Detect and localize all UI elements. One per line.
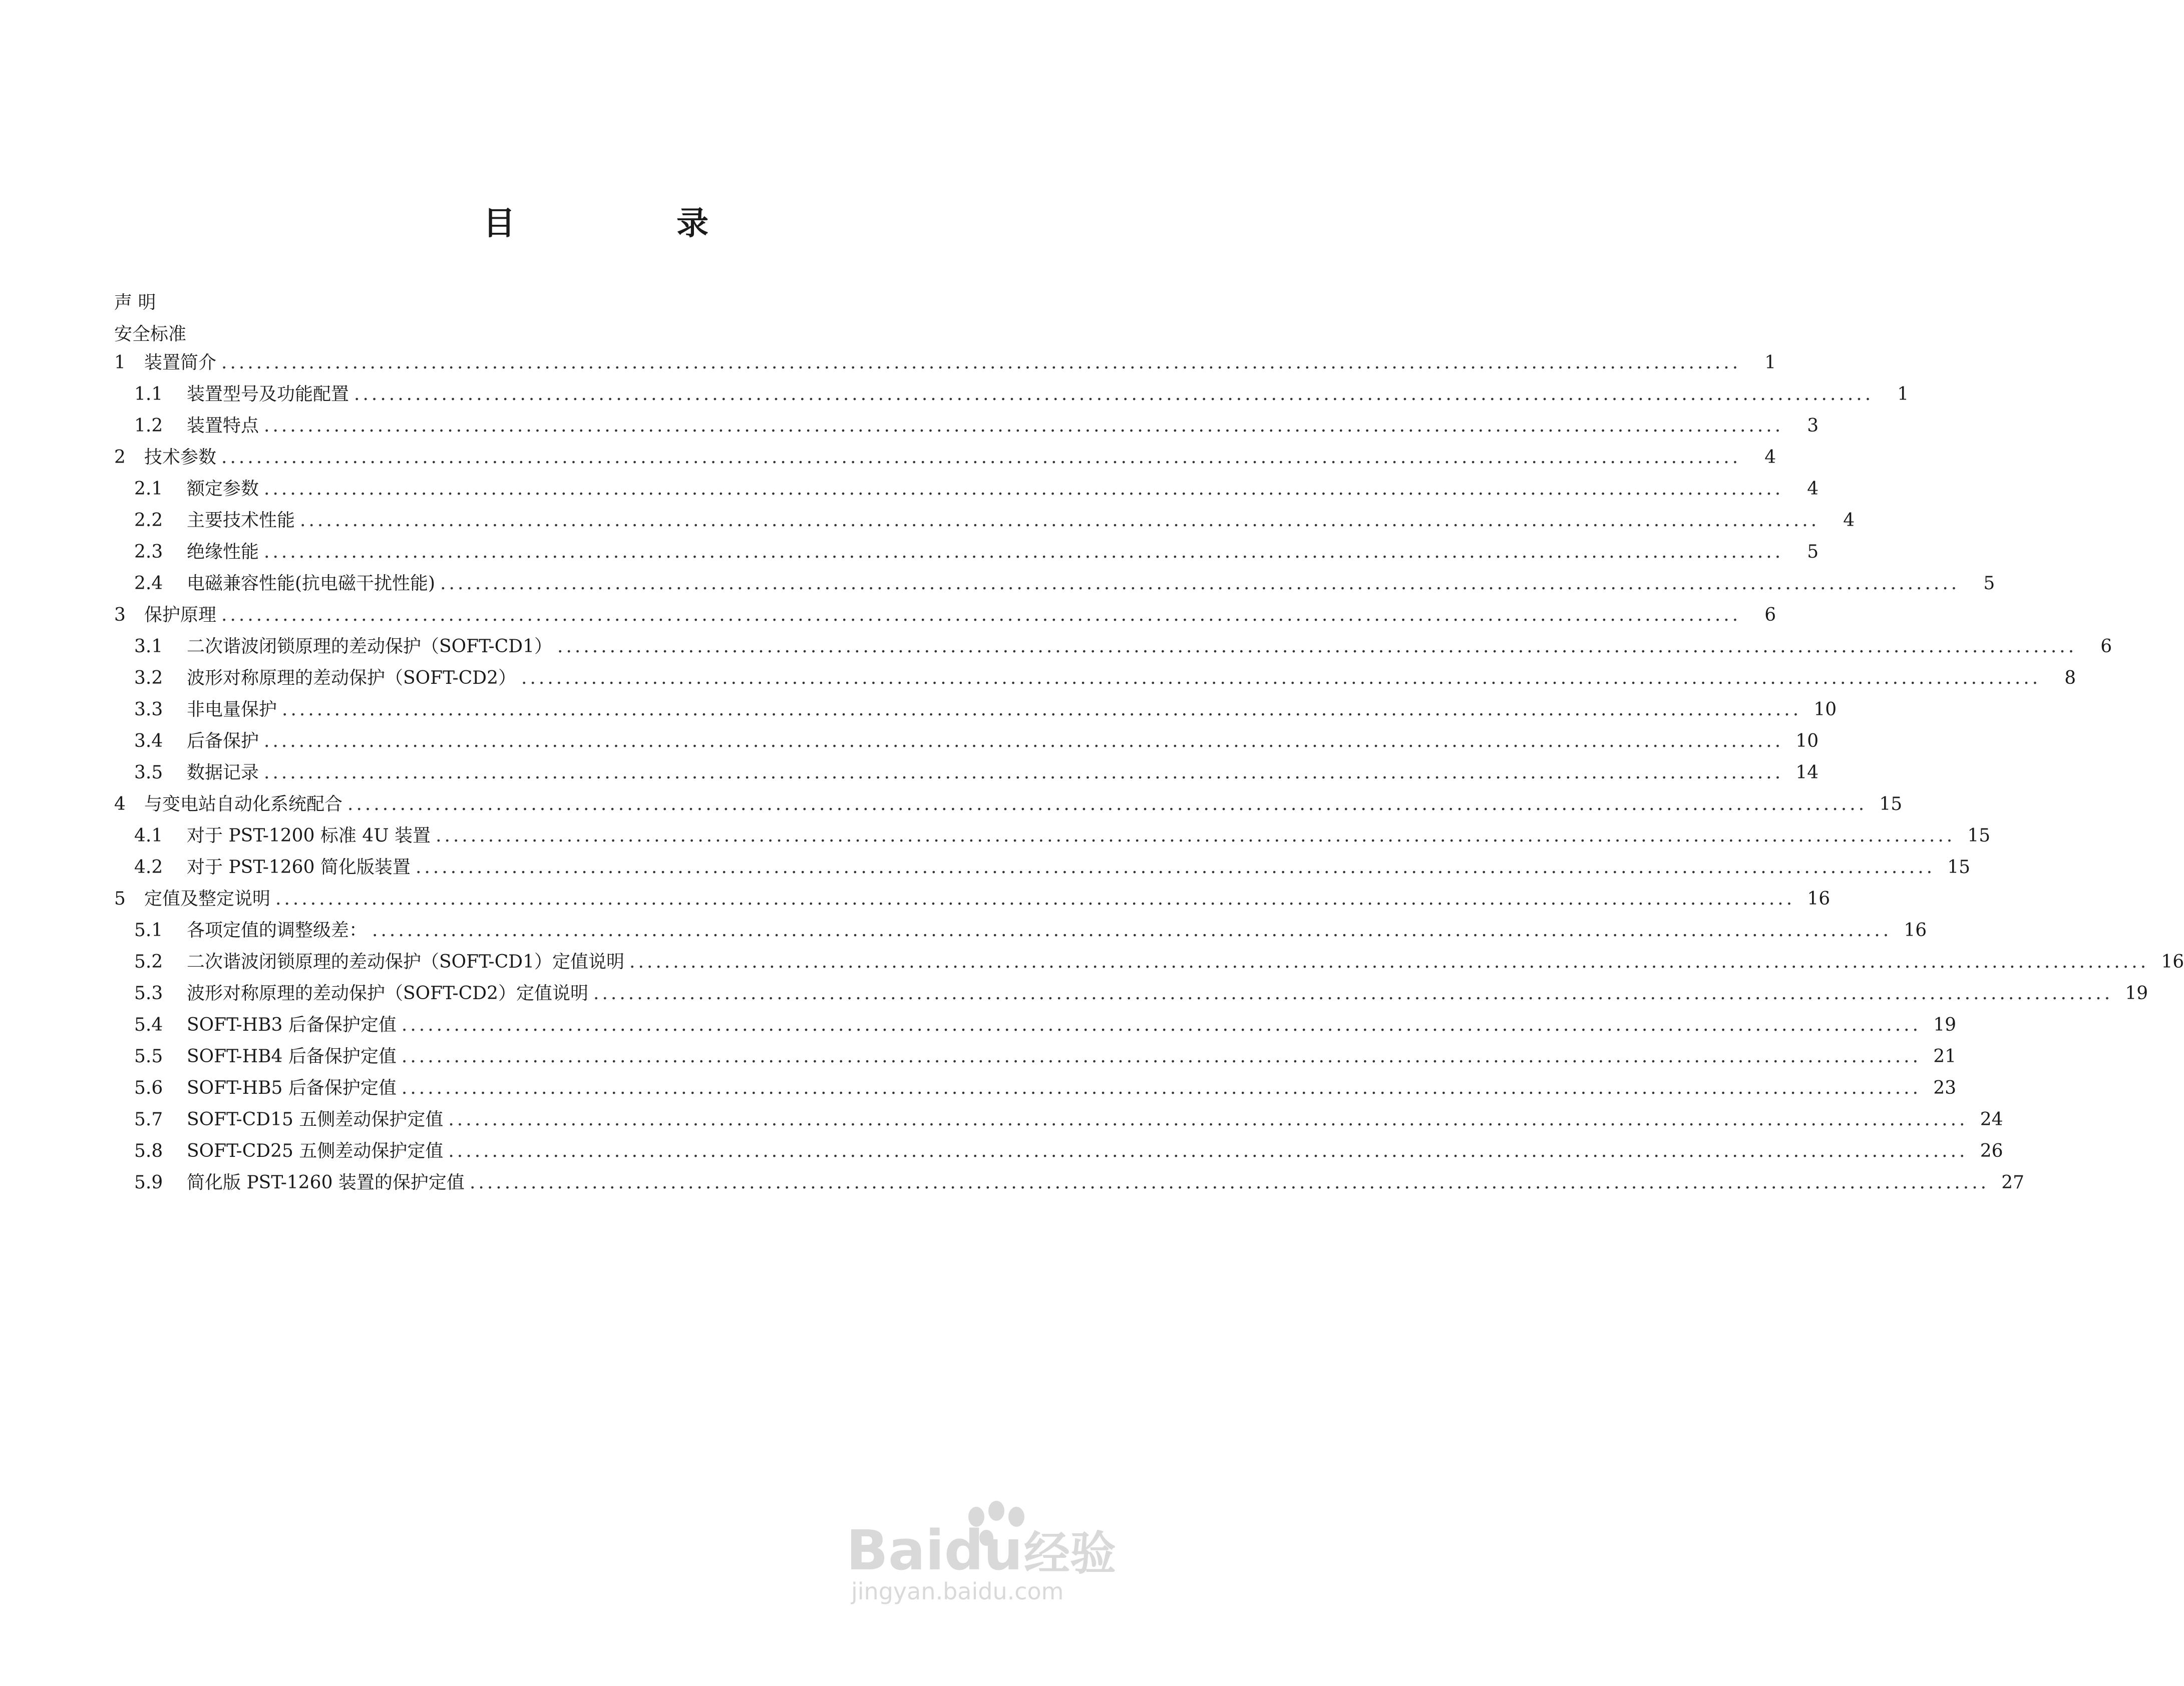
toc-number: 4: [114, 794, 126, 814]
watermark-brand: Baidu: [846, 1518, 1023, 1582]
toc-entry-4-1[interactable]: [134, 825, 1991, 846]
toc-leader-dots: ..............................................................................................................................................................................: [436, 825, 1956, 846]
toc-title: 额定参数: [187, 479, 259, 499]
toc-page-number: 4: [1807, 479, 1819, 499]
toc-title: 与变电站自动化系统配合: [144, 794, 343, 814]
toc-entry-1-2[interactable]: [134, 415, 1819, 436]
toc-number: 4.2: [134, 857, 163, 878]
toc-title: 装置型号及功能配置: [187, 384, 349, 404]
toc-entry-3-4[interactable]: [134, 731, 1819, 751]
toc-number: 2.3: [134, 542, 163, 562]
toc-page-number: 16: [1807, 889, 1831, 909]
toc-page-number: 19: [1933, 1015, 1957, 1035]
toc-entry-5-5[interactable]: [134, 1046, 1957, 1067]
toc-page-number: 6: [2100, 636, 2112, 657]
toc-entry-3[interactable]: [114, 605, 1776, 625]
toc-number: 5.7: [134, 1109, 163, 1130]
toc-entry-1-1[interactable]: [134, 384, 1909, 404]
toc-page-number: 15: [1947, 857, 1971, 878]
toc-entry-3-5[interactable]: [134, 762, 1819, 783]
toc-entry-2-1[interactable]: [134, 479, 1819, 499]
toc-page-number: 21: [1933, 1046, 1957, 1067]
toc-leader-dots: ..............................................................................................................................................................................: [300, 510, 1820, 531]
toc-page-number: 10: [1795, 731, 1819, 751]
toc-number: 5.8: [134, 1141, 163, 1161]
toc-leader-dots: ..............................................................................................................................................................................: [275, 889, 1795, 909]
toc-entry-5-9[interactable]: [134, 1172, 2025, 1193]
toc-number: 2.2: [134, 510, 163, 531]
toc-leader-dots: ..............................................................................................................................................................................: [221, 352, 1741, 373]
toc-leader-dots: ..............................................................................................................................................................................: [401, 1046, 1922, 1067]
toc-number: 5.9: [134, 1172, 163, 1193]
toc-entry-5-3[interactable]: [134, 983, 2148, 1004]
toc-leader-dots: ..............................................................................................................................................................................: [415, 857, 1936, 878]
toc-number: 2.4: [134, 573, 163, 594]
toc-leader-dots: ..............................................................................................................................................................................: [221, 447, 1741, 468]
toc-leader-dots: ..............................................................................................................................................................................: [264, 762, 1784, 783]
toc-page-number: 15: [1879, 794, 1903, 814]
toc-title: 装置特点: [187, 415, 259, 436]
toc-entry-2-2[interactable]: [134, 510, 1855, 531]
toc-entry-5-4[interactable]: [134, 1015, 1957, 1035]
toc-entry-5-2[interactable]: [134, 952, 2184, 972]
toc-page-number: 23: [1933, 1078, 1957, 1098]
toc-page-number: 1: [1897, 384, 1909, 404]
toc-title: SOFT-CD15 五侧差动保护定值: [187, 1109, 444, 1130]
toc-entry-4-2[interactable]: [134, 857, 1971, 878]
toc-entry-3-1[interactable]: [134, 636, 2112, 657]
toc-number: 5: [114, 889, 126, 909]
toc-number: 3.2: [134, 668, 163, 688]
toc-number: 5.5: [134, 1046, 163, 1067]
toc-number: 3.5: [134, 762, 163, 783]
toc-page-number: 24: [1980, 1109, 2003, 1130]
toc-page-number: 26: [1980, 1141, 2003, 1161]
toc-title: 定值及整定说明: [144, 889, 271, 909]
toc-entry-5[interactable]: [114, 889, 1831, 909]
toc-page-number: 15: [1967, 825, 1991, 846]
toc-number: 1.2: [134, 415, 163, 436]
toc-leader-dots: ..............................................................................................................................................................................: [557, 636, 2077, 657]
page-title: 目 录: [483, 205, 784, 242]
toc-entry-3-2[interactable]: [134, 668, 2076, 688]
toc-title: 各项定值的调整级差：: [187, 920, 368, 941]
toc-item-statement[interactable]: 声 明: [114, 292, 156, 313]
toc-leader-dots: ..............................................................................................................................................................................: [448, 1141, 1968, 1161]
toc-leader-dots: ..............................................................................................................................................................................: [372, 920, 1892, 941]
toc-leader-dots: ..............................................................................................................................................................................: [469, 1172, 1990, 1193]
toc-leader-dots: ..............................................................................................................................................................................: [282, 699, 1802, 720]
toc-title: 绝缘性能: [187, 542, 259, 562]
toc-leader-dots: ..............................................................................................................................................................................: [440, 573, 1960, 594]
toc-entry-5-7[interactable]: [134, 1109, 2003, 1130]
toc-leader-dots: ..............................................................................................................................................................................: [264, 542, 1784, 562]
toc-leader-dots: ..............................................................................................................................................................................: [354, 384, 1874, 404]
toc-leader-dots: ..............................................................................................................................................................................: [264, 479, 1784, 499]
toc-number: 2: [114, 447, 126, 468]
toc-leader-dots: ..............................................................................................................................................................................: [401, 1015, 1922, 1035]
toc-page-number: 5: [1983, 573, 1995, 594]
toc-leader-dots: ..............................................................................................................................................................................: [221, 605, 1741, 625]
toc-title: 数据记录: [187, 762, 259, 783]
toc-leader-dots: ..............................................................................................................................................................................: [401, 1078, 1922, 1098]
toc-page-number: 4: [1843, 510, 1855, 531]
toc-title: SOFT-HB5 后备保护定值: [187, 1078, 397, 1098]
toc-page-number: 16: [1904, 920, 1927, 941]
toc-item-safety-standard[interactable]: 安全标准: [114, 324, 187, 344]
toc-page-number: 6: [1764, 605, 1776, 625]
toc-number: 5.6: [134, 1078, 163, 1098]
toc-number: 1: [114, 352, 126, 373]
toc-page-number: 4: [1764, 447, 1776, 468]
toc-number: 3: [114, 605, 126, 625]
baidu-jingyan-watermark: [826, 1497, 1167, 1607]
toc-number: 3.3: [134, 699, 163, 720]
toc-title: 对于 PST-1260 简化版装置: [187, 857, 411, 878]
toc-number: 1.1: [134, 384, 163, 404]
toc-page-number: 14: [1795, 762, 1819, 783]
toc-title: 技术参数: [144, 447, 217, 468]
toc-entry-5-8[interactable]: [134, 1141, 2003, 1161]
toc-leader-dots: ..............................................................................................................................................................................: [593, 983, 2113, 1004]
toc-title: 装置简介: [144, 352, 217, 373]
toc-title: 波形对称原理的差动保护（SOFT-CD2）: [187, 668, 517, 688]
toc-number: 5.1: [134, 920, 163, 941]
toc-title: 非电量保护: [187, 699, 277, 720]
toc-entry-2-3[interactable]: [134, 542, 1819, 562]
toc-entry-3-3[interactable]: [134, 699, 1837, 720]
toc-leader-dots: ..............................................................................................................................................................................: [264, 415, 1784, 436]
toc-title: 对于 PST-1200 标准 4U 装置: [187, 825, 431, 846]
toc-title: 后备保护: [187, 731, 259, 751]
toc-page-number: 10: [1813, 699, 1837, 720]
toc-title: 波形对称原理的差动保护（SOFT-CD2）定值说明: [187, 983, 589, 1004]
toc-title: 二次谐波闭锁原理的差动保护（SOFT-CD1）: [187, 636, 553, 657]
toc-page-number: 8: [2064, 668, 2076, 688]
toc-page-number: 3: [1807, 415, 1819, 436]
watermark-brand-cn: 经验: [1024, 1527, 1117, 1580]
toc-title: 电磁兼容性能(抗电磁干扰性能): [187, 573, 436, 594]
toc-entry-2-4[interactable]: [134, 573, 1995, 594]
toc-entry-2[interactable]: [114, 447, 1776, 468]
toc-entry-1[interactable]: [114, 352, 1776, 373]
watermark-url: jingyan.baidu.com: [851, 1578, 1064, 1605]
toc-title: 主要技术性能: [187, 510, 295, 531]
toc-number: 4.1: [134, 825, 163, 846]
toc-number: 3.1: [134, 636, 163, 657]
toc-title: SOFT-HB4 后备保护定值: [187, 1046, 397, 1067]
toc-leader-dots: ..............................................................................................................................................................................: [448, 1109, 1968, 1130]
toc-page-number: 27: [2001, 1172, 2025, 1193]
toc-title: SOFT-CD25 五侧差动保护定值: [187, 1141, 444, 1161]
toc-number: 5.2: [134, 952, 163, 972]
toc-title: 二次谐波闭锁原理的差动保护（SOFT-CD1）定值说明: [187, 952, 625, 972]
toc-number: 5.4: [134, 1015, 163, 1035]
toc-title: SOFT-HB3 后备保护定值: [187, 1015, 397, 1035]
toc-number: 3.4: [134, 731, 163, 751]
toc-page-number: 19: [2125, 983, 2148, 1004]
toc-title: 简化版 PST-1260 装置的保护定值: [187, 1172, 465, 1193]
toc-page-number: 5: [1807, 542, 1819, 562]
toc-number: 5.3: [134, 983, 163, 1004]
toc-entry-4[interactable]: [114, 794, 1903, 814]
toc-page-number: 16: [2161, 952, 2184, 972]
toc-leader-dots: ..............................................................................................................................................................................: [521, 668, 2041, 688]
toc-leader-dots: ..............................................................................................................................................................................: [347, 794, 1868, 814]
toc-leader-dots: ..............................................................................................................................................................................: [264, 731, 1784, 751]
toc-entry-5-1[interactable]: [134, 920, 1927, 941]
toc-number: 2.1: [134, 479, 163, 499]
toc-leader-dots: ..............................................................................................................................................................................: [629, 952, 2149, 972]
toc-title: 保护原理: [144, 605, 217, 625]
toc-entry-5-6[interactable]: [134, 1078, 1957, 1098]
toc-page-number: 1: [1764, 352, 1776, 373]
